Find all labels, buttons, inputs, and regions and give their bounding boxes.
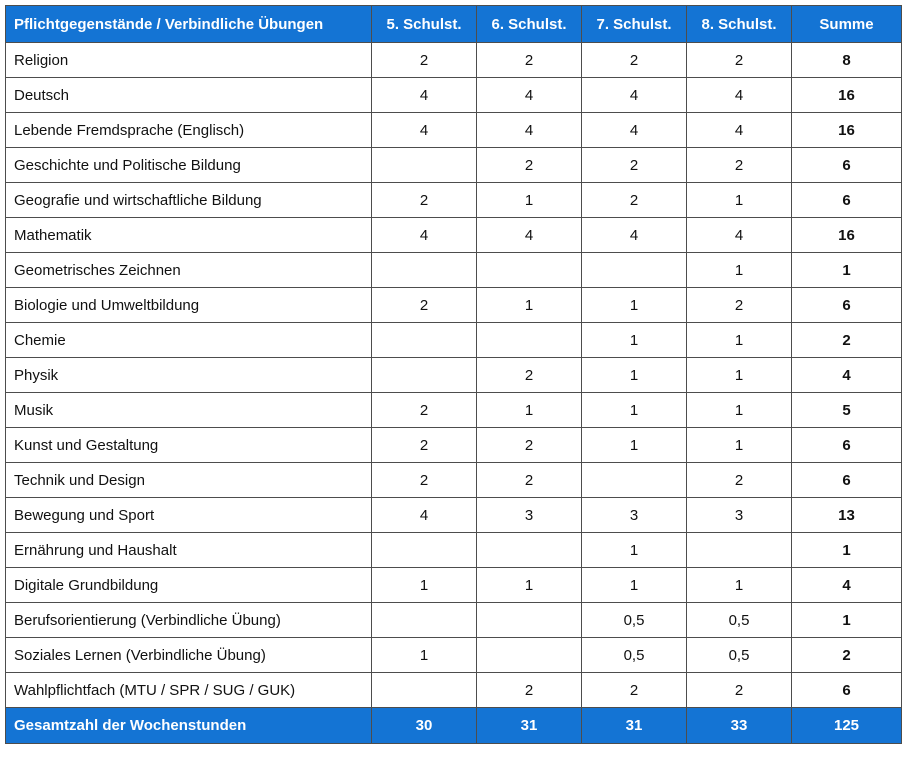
header-subject: Pflichtgegenstände / Verbindliche Übungen — [6, 6, 372, 43]
cell-sum: 6 — [792, 673, 902, 708]
total-grade-6: 31 — [477, 708, 582, 744]
cell-grade-7: 1 — [582, 323, 687, 358]
cell-grade-8: 1 — [687, 358, 792, 393]
cell-grade-6: 1 — [477, 393, 582, 428]
table-row — [6, 148, 902, 183]
table-header-row — [6, 6, 902, 43]
cell-grade-6: 2 — [477, 673, 582, 708]
cell-grade-6: 2 — [477, 358, 582, 393]
cell-grade-5: 2 — [372, 288, 477, 323]
cell-subject: Bewegung und Sport — [6, 498, 372, 533]
cell-grade-7: 2 — [582, 183, 687, 218]
cell-grade-8: 2 — [687, 288, 792, 323]
cell-grade-8: 0,5 — [687, 603, 792, 638]
table-row — [6, 673, 902, 708]
cell-grade-5 — [372, 533, 477, 568]
cell-grade-6: 4 — [477, 218, 582, 253]
cell-subject: Geschichte und Politische Bildung — [6, 148, 372, 183]
cell-grade-6: 2 — [477, 43, 582, 78]
table-row — [6, 358, 902, 393]
cell-grade-5: 2 — [372, 393, 477, 428]
cell-subject: Geografie und wirtschaftliche Bildung — [6, 183, 372, 218]
cell-grade-7: 1 — [582, 288, 687, 323]
cell-subject: Musik — [6, 393, 372, 428]
cell-grade-6: 1 — [477, 288, 582, 323]
cell-grade-5: 4 — [372, 498, 477, 533]
cell-grade-7 — [582, 253, 687, 288]
cell-grade-8: 4 — [687, 78, 792, 113]
cell-sum: 5 — [792, 393, 902, 428]
header-grade-7: 7. Schulst. — [582, 6, 687, 43]
cell-grade-7: 0,5 — [582, 603, 687, 638]
cell-sum: 1 — [792, 533, 902, 568]
header-grade-6: 6. Schulst. — [477, 6, 582, 43]
table-row — [6, 603, 902, 638]
cell-sum: 1 — [792, 253, 902, 288]
cell-grade-8: 1 — [687, 428, 792, 463]
cell-subject: Berufsorientierung (Verbindliche Übung) — [6, 603, 372, 638]
cell-subject: Biologie und Umweltbildung — [6, 288, 372, 323]
header-sum: Summe — [792, 6, 902, 43]
cell-subject: Lebende Fremdsprache (Englisch) — [6, 113, 372, 148]
cell-subject: Religion — [6, 43, 372, 78]
cell-grade-8: 1 — [687, 323, 792, 358]
cell-subject: Wahlpflichtfach (MTU / SPR / SUG / GUK) — [6, 673, 372, 708]
cell-grade-7: 4 — [582, 218, 687, 253]
table-row — [6, 288, 902, 323]
total-label: Gesamtzahl der Wochenstunden — [6, 708, 372, 744]
cell-grade-7: 2 — [582, 148, 687, 183]
cell-grade-8: 0,5 — [687, 638, 792, 673]
cell-sum: 1 — [792, 603, 902, 638]
cell-grade-5 — [372, 358, 477, 393]
cell-grade-8: 2 — [687, 148, 792, 183]
cell-sum: 13 — [792, 498, 902, 533]
header-grade-5: 5. Schulst. — [372, 6, 477, 43]
cell-grade-8: 1 — [687, 568, 792, 603]
cell-grade-5: 4 — [372, 113, 477, 148]
cell-grade-5: 1 — [372, 568, 477, 603]
table-row — [6, 113, 902, 148]
table-row — [6, 323, 902, 358]
cell-grade-5: 2 — [372, 183, 477, 218]
total-grade-8: 33 — [687, 708, 792, 744]
cell-grade-8: 1 — [687, 253, 792, 288]
cell-grade-5 — [372, 603, 477, 638]
cell-sum: 6 — [792, 428, 902, 463]
cell-grade-6: 3 — [477, 498, 582, 533]
cell-subject: Digitale Grundbildung — [6, 568, 372, 603]
cell-grade-6 — [477, 533, 582, 568]
cell-grade-7: 1 — [582, 428, 687, 463]
cell-sum: 4 — [792, 568, 902, 603]
cell-grade-5 — [372, 323, 477, 358]
cell-subject: Physik — [6, 358, 372, 393]
cell-grade-6 — [477, 638, 582, 673]
cell-grade-8: 2 — [687, 43, 792, 78]
cell-grade-5 — [372, 148, 477, 183]
cell-grade-7: 2 — [582, 673, 687, 708]
cell-grade-5 — [372, 673, 477, 708]
cell-grade-7: 2 — [582, 43, 687, 78]
cell-grade-6 — [477, 323, 582, 358]
weekly-hours-table — [5, 5, 902, 744]
table-row — [6, 43, 902, 78]
cell-grade-5: 2 — [372, 463, 477, 498]
cell-grade-8: 2 — [687, 673, 792, 708]
cell-grade-8 — [687, 533, 792, 568]
table-row — [6, 393, 902, 428]
cell-grade-7: 1 — [582, 533, 687, 568]
cell-grade-6: 4 — [477, 78, 582, 113]
table-row — [6, 428, 902, 463]
total-row — [6, 708, 902, 744]
cell-grade-7: 0,5 — [582, 638, 687, 673]
table-body — [6, 43, 902, 708]
cell-subject: Geometrisches Zeichnen — [6, 253, 372, 288]
cell-grade-6 — [477, 603, 582, 638]
cell-sum: 16 — [792, 218, 902, 253]
cell-subject: Deutsch — [6, 78, 372, 113]
cell-grade-5: 4 — [372, 218, 477, 253]
table-row — [6, 253, 902, 288]
table-row — [6, 183, 902, 218]
cell-grade-7: 1 — [582, 568, 687, 603]
cell-sum: 8 — [792, 43, 902, 78]
cell-grade-8: 1 — [687, 183, 792, 218]
cell-grade-8: 2 — [687, 463, 792, 498]
cell-subject: Ernährung und Haushalt — [6, 533, 372, 568]
cell-grade-5: 2 — [372, 428, 477, 463]
cell-subject: Kunst und Gestaltung — [6, 428, 372, 463]
cell-subject: Soziales Lernen (Verbindliche Übung) — [6, 638, 372, 673]
table-row — [6, 533, 902, 568]
cell-grade-5: 1 — [372, 638, 477, 673]
cell-sum: 6 — [792, 288, 902, 323]
cell-sum: 4 — [792, 358, 902, 393]
header-grade-8: 8. Schulst. — [687, 6, 792, 43]
cell-grade-6 — [477, 253, 582, 288]
cell-grade-7: 1 — [582, 358, 687, 393]
cell-grade-6: 2 — [477, 463, 582, 498]
cell-subject: Chemie — [6, 323, 372, 358]
cell-grade-8: 4 — [687, 218, 792, 253]
cell-grade-5: 4 — [372, 78, 477, 113]
cell-grade-6: 1 — [477, 568, 582, 603]
cell-grade-7: 1 — [582, 393, 687, 428]
cell-grade-7: 4 — [582, 78, 687, 113]
total-grade-5: 30 — [372, 708, 477, 744]
cell-sum: 6 — [792, 463, 902, 498]
total-sum: 125 — [792, 708, 902, 744]
cell-grade-7 — [582, 463, 687, 498]
total-grade-7: 31 — [582, 708, 687, 744]
table-row — [6, 78, 902, 113]
cell-grade-7: 4 — [582, 113, 687, 148]
cell-grade-6: 2 — [477, 428, 582, 463]
cell-sum: 16 — [792, 113, 902, 148]
table-row — [6, 568, 902, 603]
table-row — [6, 463, 902, 498]
table-row — [6, 638, 902, 673]
cell-grade-6: 4 — [477, 113, 582, 148]
cell-grade-8: 1 — [687, 393, 792, 428]
cell-grade-5: 2 — [372, 43, 477, 78]
cell-grade-6: 2 — [477, 148, 582, 183]
cell-sum: 6 — [792, 148, 902, 183]
cell-grade-7: 3 — [582, 498, 687, 533]
table-row — [6, 498, 902, 533]
cell-sum: 2 — [792, 323, 902, 358]
cell-subject: Mathematik — [6, 218, 372, 253]
cell-sum: 16 — [792, 78, 902, 113]
cell-grade-5 — [372, 253, 477, 288]
cell-grade-6: 1 — [477, 183, 582, 218]
cell-grade-8: 3 — [687, 498, 792, 533]
cell-sum: 2 — [792, 638, 902, 673]
table-row — [6, 218, 902, 253]
cell-grade-8: 4 — [687, 113, 792, 148]
cell-subject: Technik und Design — [6, 463, 372, 498]
cell-sum: 6 — [792, 183, 902, 218]
